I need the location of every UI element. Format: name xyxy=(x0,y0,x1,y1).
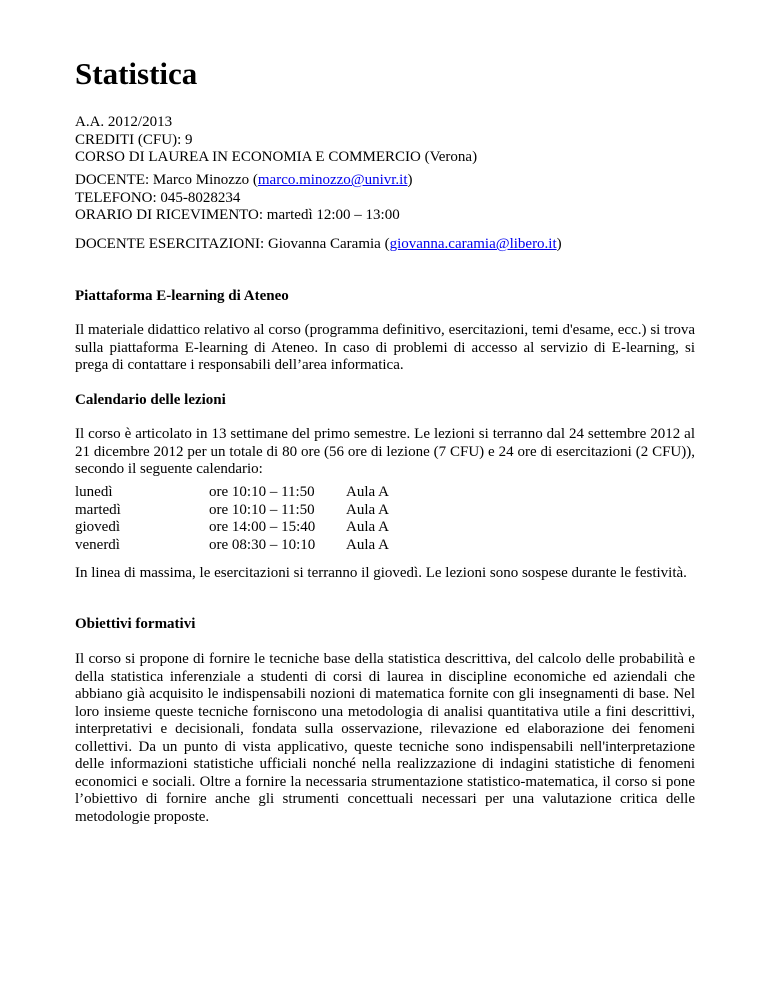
schedule-table xyxy=(75,484,695,554)
schedule-day: martedì xyxy=(75,501,121,518)
section-text-calendario: Il corso è articolato in 13 settimane del primo semestre. Le lezioni si terranno dal 24 settembre 2012 al 21 dicembre 2012 per un totale di 80 ore (56 ore di lezione (7 CFU) e 24 ore di esercitazioni (2 CFU)), secondo il seguente calendario: xyxy=(75,426,695,477)
teacher-email-link[interactable]: marco.minozzo@univr.it xyxy=(257,172,408,188)
section-heading-piattaforma: Piattaforma E-learning di Ateneo xyxy=(75,288,289,304)
academic-year: A.A. 2012/2013 xyxy=(75,114,173,130)
schedule-room: Aula A xyxy=(346,484,389,500)
tutor-email-link[interactable]: giovanna.caramia@libero.it xyxy=(389,236,557,252)
section-text-obiettivi: Il corso si propone di fornire le tecniche base della statistica descrittiva, del calcolo delle probabilità e della statistica inferenziale a studenti di corsi di laurea in discipline economiche ed aziendali che abbiano già acquisito le indispensabili nozioni di matematica fornite con gli insegnamenti di base. Nel loro insieme queste tecniche forniscono una metodologia di analisi quantitativa utile a fini descrittivi, interpretativi e decisionali, fondata sulla osservazione, rilevazione ed elaborazione dei fenomeni collettivi. Da un punto di vista applicativo, queste tecniche sono indispensabili nell'interpretazione delle informazioni statistiche ufficiali nonché nella realizzazione di indagini statistiche di fenomeni economici e sociali. Oltre a fornire la necessaria strumentazione statistico-matematica, il corso si pone l’obiettivo di fornire anche gli strumenti concettuali necessari per una valutazione critica delle metodologie proposte. xyxy=(75,651,695,825)
phone: TELEFONO: 045-8028234 xyxy=(75,189,241,206)
calendar-note: In linea di massima, le esercitazioni si terranno il giovedì. Le lezioni sono sospese durante le festività. xyxy=(75,565,687,581)
page-title: Statistica xyxy=(75,56,198,91)
schedule-day: lunedì xyxy=(75,484,113,500)
course-info xyxy=(75,114,695,167)
schedule-time: ore 14:00 – 15:40 xyxy=(209,519,316,535)
schedule-time: ore 10:10 – 11:50 xyxy=(209,484,315,500)
schedule-row xyxy=(75,484,695,502)
schedule-day: giovedì xyxy=(75,519,120,535)
teacher-suffix: ) xyxy=(407,172,413,188)
tutor-suffix: ) xyxy=(556,236,562,252)
schedule-room: Aula A xyxy=(346,519,389,535)
teacher-label: DOCENTE: Marco Minozzo ( xyxy=(75,172,258,188)
section-heading-obiettivi: Obiettivi formativi xyxy=(75,616,196,632)
schedule-day: venerdì xyxy=(75,536,120,553)
schedule-row xyxy=(75,537,695,555)
credits: CREDITI (CFU): 9 xyxy=(75,131,193,148)
section-heading-calendario: Calendario delle lezioni xyxy=(75,392,226,408)
degree-course: CORSO DI LAUREA IN ECONOMIA E COMMERCIO (Verona) xyxy=(75,149,478,165)
tutor-info xyxy=(75,236,695,254)
schedule-row xyxy=(75,502,695,520)
schedule-row xyxy=(75,519,695,537)
office-hours: ORARIO DI RICEVIMENTO: martedì 12:00 – 13:00 xyxy=(75,207,400,223)
section-text-piattaforma: Il materiale didattico relativo al corso (programma definitivo, esercitazioni, temi d'esame, ecc.) si trova sulla piattaforma E-learning di Ateneo. In caso di problemi di accesso al servizio di E-learning, si prega di contattare i responsabili dell’area informatica. xyxy=(75,322,695,373)
schedule-room: Aula A xyxy=(346,501,389,518)
schedule-time: ore 08:30 – 10:10 xyxy=(209,536,316,553)
tutor-line xyxy=(75,236,695,254)
schedule-time: ore 10:10 – 11:50 xyxy=(209,501,315,518)
tutor-label: DOCENTE ESERCITAZIONI: Giovanna Caramia ( xyxy=(75,236,390,252)
schedule-room: Aula A xyxy=(346,536,389,553)
teacher-info xyxy=(75,172,695,225)
teacher-line xyxy=(75,172,695,190)
